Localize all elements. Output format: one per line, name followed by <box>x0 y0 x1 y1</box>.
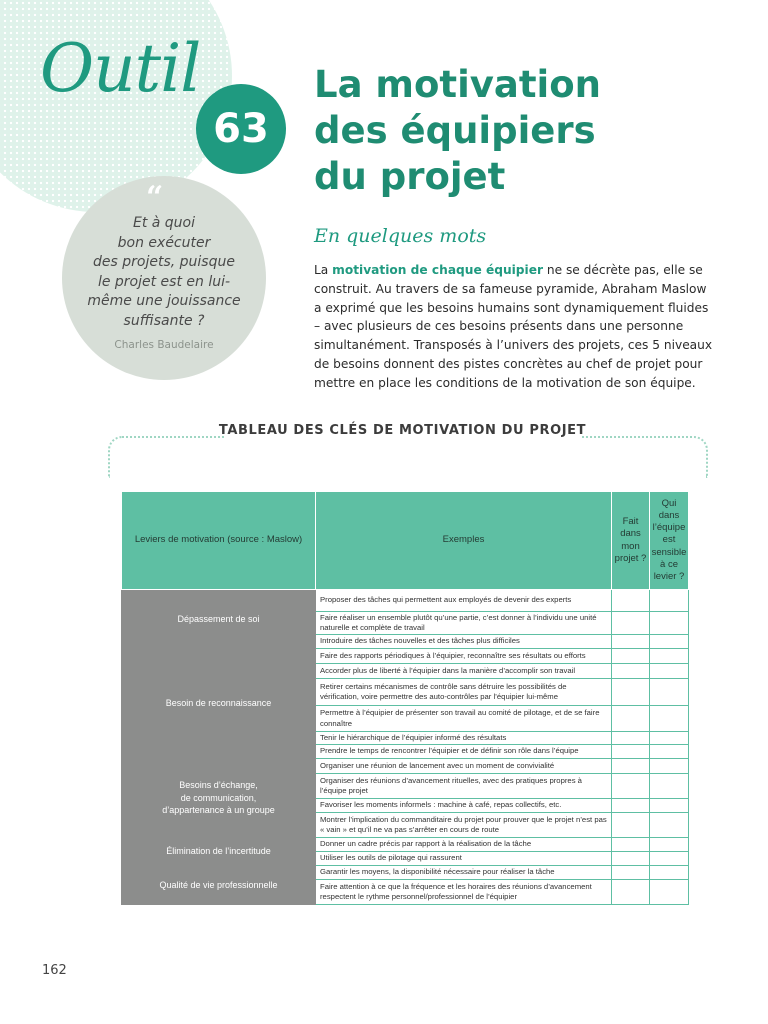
sensitive-cell[interactable] <box>650 706 689 732</box>
motivation-table <box>121 491 689 905</box>
example-cell: Faire attention à ce que la fréquence et les horaires des réunions d’avancement respectent le rythme personnel/professionnel de l’équipier <box>316 880 612 905</box>
header-sensitive: Qui dans l’équipe est sensible à ce levier ? <box>650 492 689 590</box>
header-levers: Leviers de motivation (source : Maslow) <box>122 492 316 590</box>
intro-prefix: La <box>314 263 333 277</box>
done-checkbox-cell[interactable] <box>612 635 650 649</box>
example-cell: Introduire des tâches nouvelles et des tâches plus difficiles <box>316 635 612 649</box>
done-checkbox-cell[interactable] <box>612 852 650 866</box>
example-cell: Organiser une réunion de lancement avec un moment de convivialité <box>316 759 612 774</box>
done-checkbox-cell[interactable] <box>612 745 650 759</box>
table-row <box>122 838 689 852</box>
sensitive-cell[interactable] <box>650 679 689 706</box>
category-cell: Besoin de reconnaissance <box>122 649 316 759</box>
section-subtitle: En quelques mots <box>314 225 487 247</box>
quote-line: bon exécuter <box>117 234 211 251</box>
page-title <box>314 62 744 200</box>
outil-label: Outil <box>40 30 201 107</box>
done-checkbox-cell[interactable] <box>612 706 650 732</box>
sensitive-cell[interactable] <box>650 774 689 799</box>
example-cell: Proposer des tâches qui permettent aux employés de devenir des experts <box>316 590 612 612</box>
category-cell: Élimination de l’incertitude <box>122 838 316 866</box>
title-line: La motivation <box>314 63 601 106</box>
sensitive-cell[interactable] <box>650 759 689 774</box>
done-checkbox-cell[interactable] <box>612 774 650 799</box>
done-checkbox-cell[interactable] <box>612 759 650 774</box>
quote-line: même une jouissance <box>87 293 241 309</box>
sensitive-cell[interactable] <box>650 612 689 635</box>
done-checkbox-cell[interactable] <box>612 866 650 880</box>
example-cell: Favoriser les moments informels : machine à café, repas collectifs, etc. <box>316 799 612 813</box>
example-cell: Utiliser les outils de pilotage qui rassurent <box>316 852 612 866</box>
quote-mark-icon: “ <box>146 180 164 215</box>
category-cell: Dépassement de soi <box>122 590 316 649</box>
quote-line: Et à quoi <box>132 215 196 231</box>
sensitive-cell[interactable] <box>650 799 689 813</box>
example-cell: Montrer l’implication du commanditaire du projet pour prouver que le projet n’est pas « vain » et qu’il ne va pas s’arrêter en cours de route <box>316 813 612 838</box>
header-examples: Exemples <box>316 492 612 590</box>
sensitive-cell[interactable] <box>650 635 689 649</box>
sensitive-cell[interactable] <box>650 838 689 852</box>
quote-line: des projets, puisque <box>93 254 235 270</box>
done-checkbox-cell[interactable] <box>612 664 650 679</box>
sensitive-cell[interactable] <box>650 866 689 880</box>
sensitive-cell[interactable] <box>650 745 689 759</box>
table-header-row <box>122 492 689 590</box>
quote-text <box>66 214 262 331</box>
intro-rest: ne se décrète pas, elle se construit. Au travers de sa fameuse pyramide, Abraham Maslow a exprimé que les besoins humains sont dynamiquement fluides – avec plusieurs de ces besoins présents dans une personne simultanément. Transposés à l’univers des projets, ces 5 niveaux de besoins donnent des pistes concrètes au chef de projet pour mettre en place les conditions de la motivation de son équipe. <box>314 263 713 390</box>
category-cell: Qualité de vie professionnelle <box>122 866 316 905</box>
done-checkbox-cell[interactable] <box>612 590 650 612</box>
table-row <box>122 590 689 612</box>
done-checkbox-cell[interactable] <box>612 838 650 852</box>
sensitive-cell[interactable] <box>650 649 689 664</box>
quote-author: Charles Baudelaire <box>114 339 214 351</box>
done-checkbox-cell[interactable] <box>612 679 650 706</box>
example-cell: Prendre le temps de rencontrer l’équipier et de définir son rôle dans l’équipe <box>316 745 612 759</box>
intro-paragraph <box>314 261 714 393</box>
example-cell: Tenir le hiérarchique de l’équipier informé des résultats <box>316 732 612 745</box>
example-cell: Accorder plus de liberté à l’équipier dans la manière d’accomplir son travail <box>316 664 612 679</box>
table-row <box>122 866 689 880</box>
title-line: des équipiers <box>314 109 596 152</box>
example-cell: Faire réaliser un ensemble plutôt qu’une partie, c’est donner à l’individu une unité naturelle et complète de travail <box>316 612 612 635</box>
done-checkbox-cell[interactable] <box>612 813 650 838</box>
quote-line: suffisante ? <box>123 312 205 329</box>
quote-line: le projet est en lui- <box>97 273 231 290</box>
done-checkbox-cell[interactable] <box>612 732 650 745</box>
example-cell: Permettre à l’équipier de présenter son travail au comité de pilotage, et de se faire connaître <box>316 706 612 732</box>
example-cell: Garantir les moyens, la disponibilité nécessaire pour réaliser la tâche <box>316 866 612 880</box>
sensitive-cell[interactable] <box>650 732 689 745</box>
example-cell: Donner un cadre précis par rapport à la réalisation de la tâche <box>316 838 612 852</box>
table-row <box>122 649 689 664</box>
sensitive-cell[interactable] <box>650 880 689 905</box>
sensitive-cell[interactable] <box>650 852 689 866</box>
tool-number-badge: 63 <box>196 84 286 174</box>
example-cell: Organiser des réunions d’avancement rituelles, avec des pratiques propres à l’équipe projet <box>316 774 612 799</box>
done-checkbox-cell[interactable] <box>612 649 650 664</box>
done-checkbox-cell[interactable] <box>612 612 650 635</box>
sensitive-cell[interactable] <box>650 590 689 612</box>
sensitive-cell[interactable] <box>650 664 689 679</box>
intro-highlight: motivation de chaque équipier <box>332 263 543 277</box>
done-checkbox-cell[interactable] <box>612 799 650 813</box>
sensitive-cell[interactable] <box>650 813 689 838</box>
example-cell: Retirer certains mécanismes de contrôle sans détruire les possibilités de vérification, voire permettre des auto-contrôles par l’équipier lui-même <box>316 679 612 706</box>
category-cell: Besoins d’échange, de communication, d’appartenance à un groupe <box>122 759 316 838</box>
done-checkbox-cell[interactable] <box>612 880 650 905</box>
table-title: TABLEAU DES CLÉS DE MOTIVATION DU PROJET <box>218 423 587 438</box>
table-row <box>122 759 689 774</box>
title-line: du projet <box>314 155 506 198</box>
example-cell: Faire des rapports périodiques à l’équipier, reconnaître ses résultats ou efforts <box>316 649 612 664</box>
header-done: Fait dans mon projet ? <box>612 492 650 590</box>
page-number: 162 <box>42 963 67 978</box>
